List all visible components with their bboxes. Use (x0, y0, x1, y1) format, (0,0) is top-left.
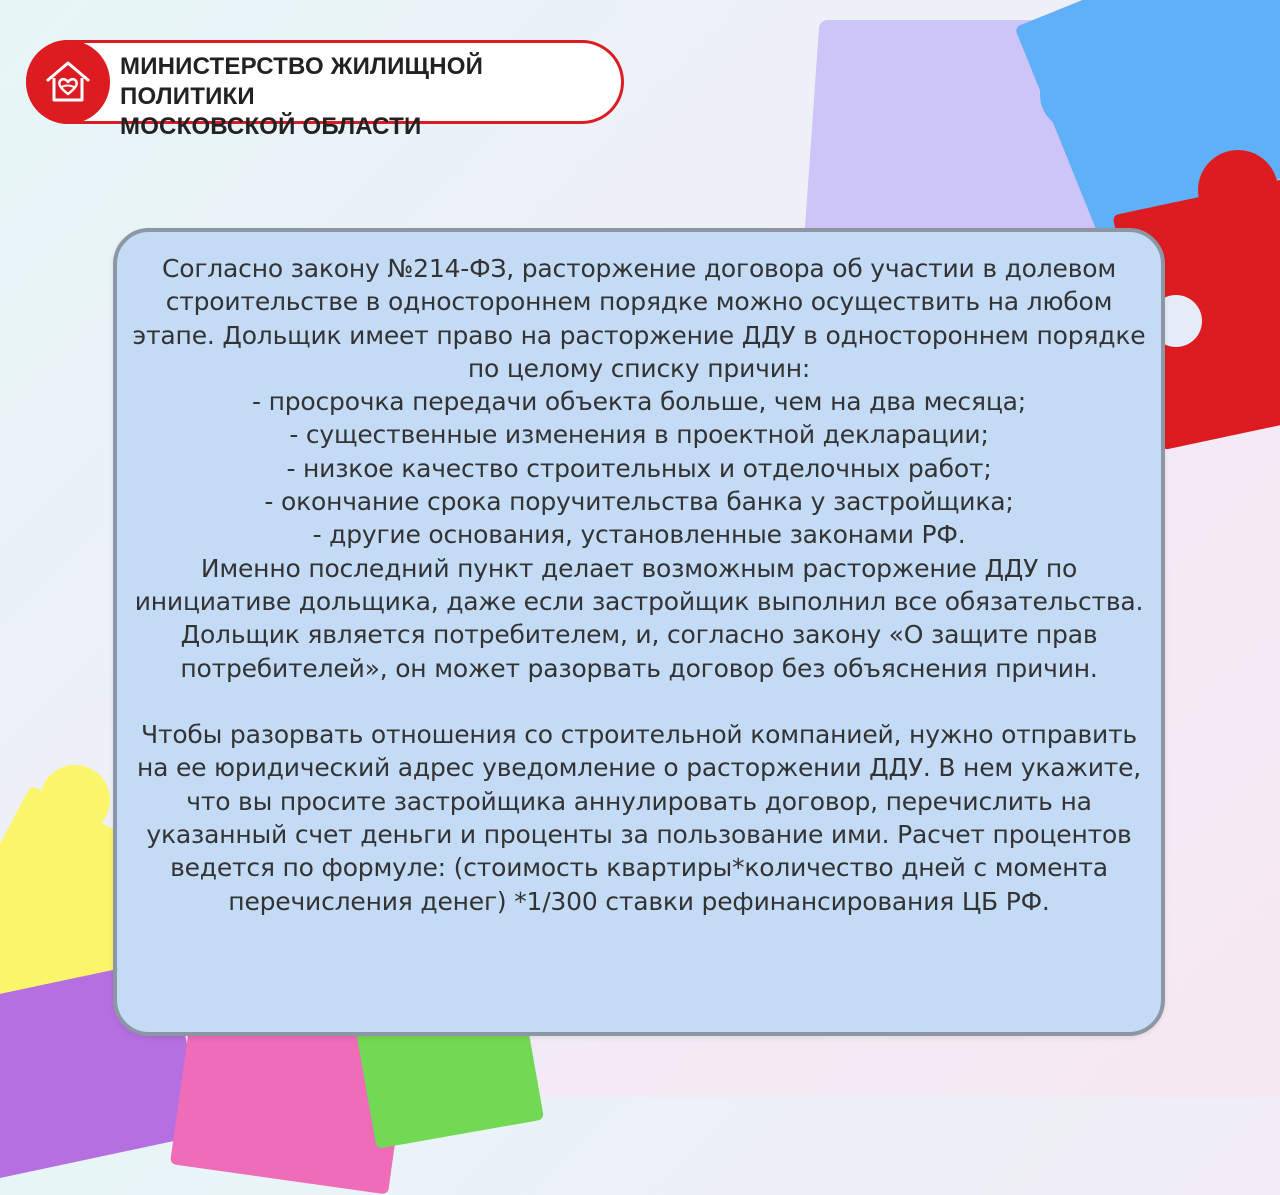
ministry-title (120, 52, 620, 142)
ministry-title-line2: МОСКОВСКОЙ ОБЛАСТИ (120, 113, 422, 140)
info-card (113, 228, 1165, 1036)
consumer-paragraph: Именно последний пункт делает возможным расторжение ДДУ по инициативе дольщика, даже если застройщик выполнил все обязательства. Дольщик является потребителем, и, согласно закону «О защите прав потребителей», он может разорвать договор без объяснения причин. (134, 553, 1144, 683)
paragraph-gap (127, 685, 1151, 718)
reason-item: - низкое качество строительных и отделочных работ; (286, 453, 992, 483)
ministry-title-line1: МИНИСТЕРСТВО ЖИЛИЩНОЙ ПОЛИТИКИ (120, 53, 484, 110)
ministry-logo (26, 40, 110, 124)
reason-item: - другие основания, установленные законами РФ. (312, 520, 966, 550)
intro-paragraph: Согласно закону №214-ФЗ, расторжение договора об участии в долевом строительстве в одностороннем порядке можно осуществить на любом этапе. Дольщик имеет право на расторжение ДДУ в одностороннем порядке по целому списку причин: (132, 254, 1146, 383)
house-heart-icon (40, 54, 96, 110)
reason-item: - окончание срока поручительства банка у застройщика; (264, 487, 1014, 517)
procedure-paragraph: Чтобы разорвать отношения со строительной компанией, нужно отправить на ее юридический адрес уведомление о расторжении ДДУ. В нем укажите, что вы просите застройщика аннулировать договор, перечислить на указанный счет деньги и проценты за пользование ими. Расчет процентов ведется по формуле: (стоимость квартиры*количество дней с момента перечисления денег) *1/300 ставки рефинансирования ЦБ РФ. (136, 720, 1142, 916)
reason-item: - просрочка передачи объекта больше, чем на два месяца; (252, 387, 1026, 417)
info-card-text (127, 252, 1151, 918)
reason-item: - существенные изменения в проектной декларации; (289, 420, 989, 450)
